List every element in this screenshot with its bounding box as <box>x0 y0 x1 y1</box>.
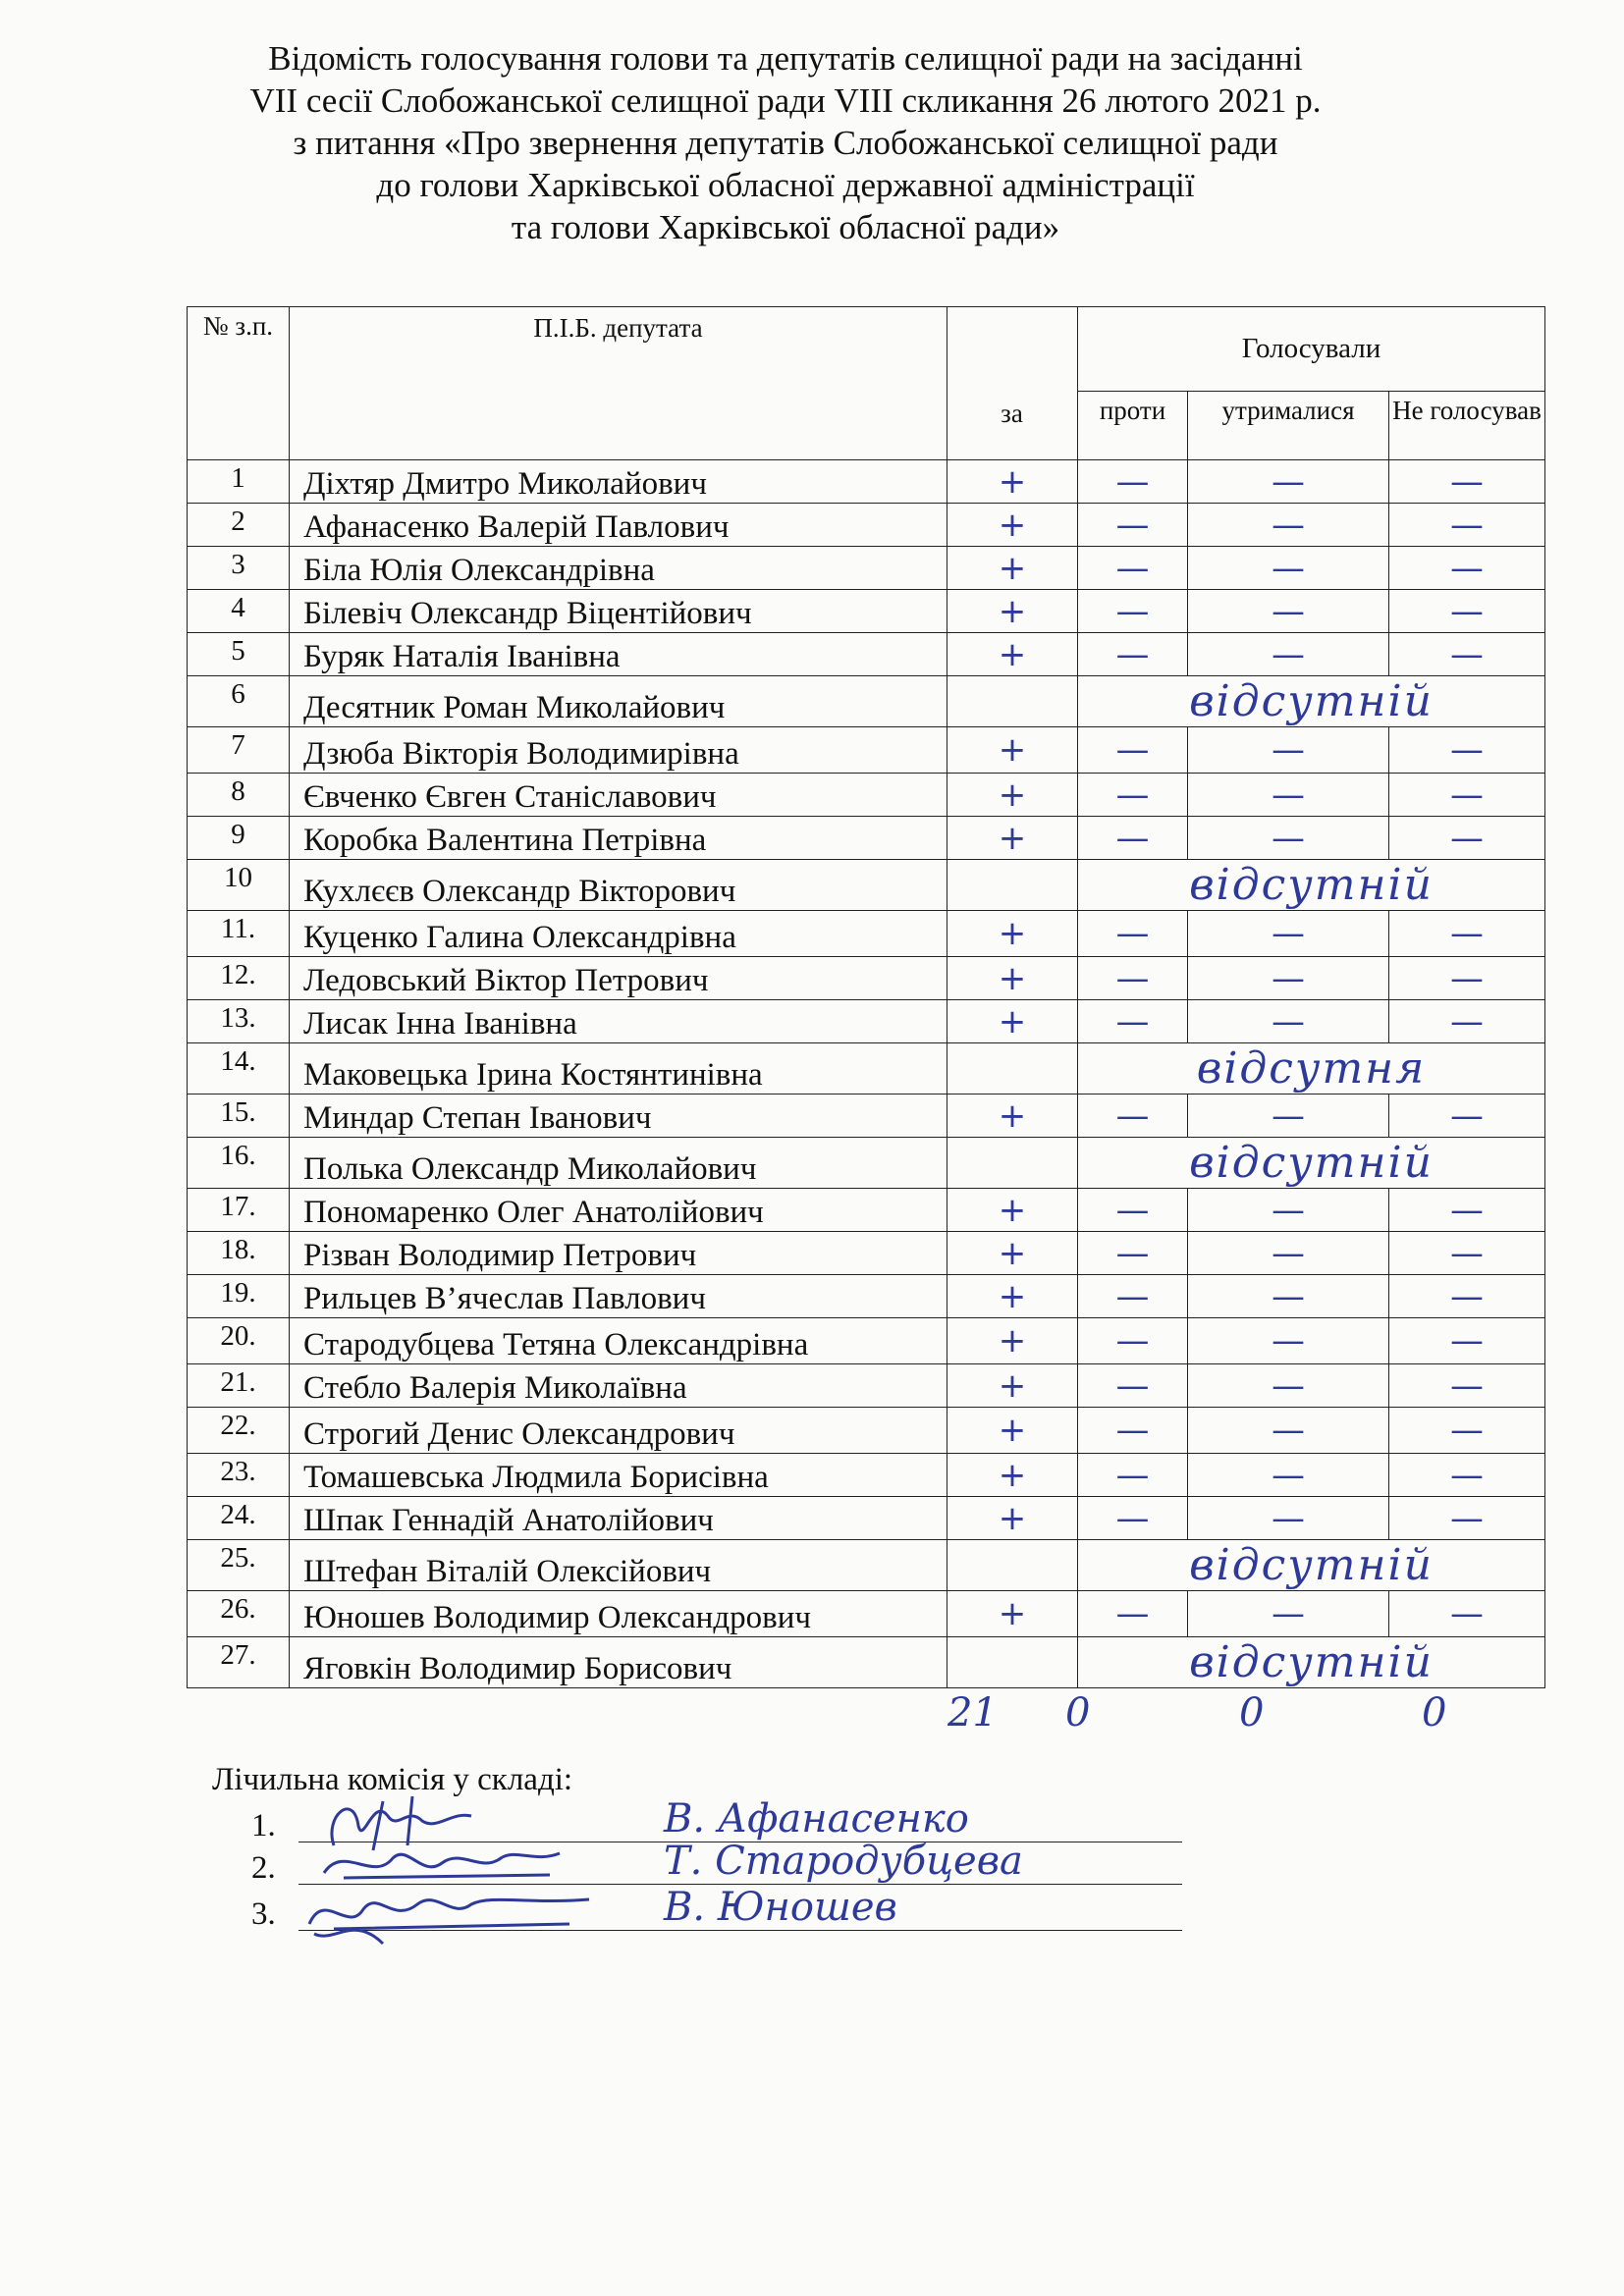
table-row <box>188 1497 1545 1540</box>
vote-for: + <box>947 1364 1078 1408</box>
vote-for <box>947 1637 1078 1688</box>
deputy-name: Десятник Роман Миколайович <box>290 676 947 727</box>
table-row <box>188 957 1545 1000</box>
deputy-name: Стебло Валерія Миколаївна <box>290 1364 947 1408</box>
deputy-name: Білевіч Олександр Віцентійович <box>290 590 947 633</box>
signature-3 <box>295 1875 609 1953</box>
row-number: 26. <box>188 1591 290 1637</box>
total-against: 0 <box>1065 1690 1091 1735</box>
deputy-name: Миндар Степан Іванович <box>290 1095 947 1138</box>
table-row <box>188 1095 1545 1138</box>
table-row <box>188 1275 1545 1318</box>
vote-for: + <box>947 504 1078 547</box>
vote-abstained: — <box>1188 1364 1389 1408</box>
table-row <box>188 727 1545 774</box>
vote-abstained: — <box>1188 957 1389 1000</box>
deputy-name: Коробка Валентина Петрівна <box>290 817 947 860</box>
vote-against: — <box>1078 957 1188 1000</box>
vote-against: — <box>1078 1275 1188 1318</box>
table-row <box>188 774 1545 817</box>
vote-for <box>947 1138 1078 1189</box>
vote-not-voted: — <box>1389 1232 1545 1275</box>
row-number: 27. <box>188 1637 290 1688</box>
row-number: 8 <box>188 774 290 817</box>
deputy-name: Яговкін Володимир Борисович <box>290 1637 947 1688</box>
vote-against: — <box>1078 817 1188 860</box>
vote-for: + <box>947 774 1078 817</box>
vote-abstained: — <box>1188 727 1389 774</box>
vote-abstained: — <box>1188 1189 1389 1232</box>
row-number: 13. <box>188 1000 290 1043</box>
table-row <box>188 1408 1545 1454</box>
table-row <box>188 547 1545 590</box>
absent-note: відсутній <box>1078 1637 1545 1688</box>
title-line: до голови Харківської обласної державної адміністрації <box>376 166 1195 204</box>
table-row <box>188 1043 1545 1095</box>
vote-abstained: — <box>1188 547 1389 590</box>
vote-not-voted: — <box>1389 727 1545 774</box>
vote-against: — <box>1078 727 1188 774</box>
vote-against: — <box>1078 1364 1188 1408</box>
vote-against: — <box>1078 504 1188 547</box>
vote-not-voted: — <box>1389 1364 1545 1408</box>
deputy-name: Буряк Наталія Іванівна <box>290 633 947 676</box>
vote-not-voted: — <box>1389 1497 1545 1540</box>
vote-not-voted: — <box>1389 1454 1545 1497</box>
vote-against: — <box>1078 1408 1188 1454</box>
row-number: 12. <box>188 957 290 1000</box>
vote-abstained: — <box>1188 774 1389 817</box>
vote-for: + <box>947 1318 1078 1364</box>
deputy-name: Стародубцева Тетяна Олександрівна <box>290 1318 947 1364</box>
vote-abstained: — <box>1188 1000 1389 1043</box>
vote-not-voted: — <box>1389 774 1545 817</box>
vote-for: + <box>947 1408 1078 1454</box>
vote-abstained: — <box>1188 1318 1389 1364</box>
col-header-against: проти <box>1078 392 1188 460</box>
table-row <box>188 590 1545 633</box>
total-abstained: 0 <box>1239 1690 1265 1735</box>
vote-against: — <box>1078 460 1188 504</box>
deputy-name: Куценко Галина Олександрівна <box>290 911 947 957</box>
absent-note: відсутній <box>1078 1540 1545 1591</box>
absent-note: відсутній <box>1078 1138 1545 1189</box>
document-title <box>147 37 1424 248</box>
row-number: 3 <box>188 547 290 590</box>
deputy-name: Шпак Геннадій Анатолійович <box>290 1497 947 1540</box>
vote-abstained: — <box>1188 1275 1389 1318</box>
col-header-name: П.І.Б. депутата <box>290 307 947 460</box>
vote-against: — <box>1078 911 1188 957</box>
member-name: Т. Стародубцева <box>664 1839 1023 1884</box>
table-row <box>188 1232 1545 1275</box>
vote-for: + <box>947 547 1078 590</box>
vote-for: + <box>947 957 1078 1000</box>
vote-against: — <box>1078 590 1188 633</box>
vote-not-voted: — <box>1389 817 1545 860</box>
deputy-name: Кухлєєв Олександр Вікторович <box>290 860 947 911</box>
vote-against: — <box>1078 1497 1188 1540</box>
vote-abstained: — <box>1188 460 1389 504</box>
row-number: 4 <box>188 590 290 633</box>
absent-note: відсутній <box>1078 676 1545 727</box>
vote-not-voted: — <box>1389 547 1545 590</box>
absent-note: відсутня <box>1078 1043 1545 1095</box>
row-number: 23. <box>188 1454 290 1497</box>
vote-abstained: — <box>1188 817 1389 860</box>
vote-abstained: — <box>1188 911 1389 957</box>
deputy-name: Євченко Євген Станіславович <box>290 774 947 817</box>
table-row <box>188 460 1545 504</box>
deputy-name: Штефан Віталій Олексійович <box>290 1540 947 1591</box>
total-not-voted: 0 <box>1422 1690 1447 1735</box>
row-number: 17. <box>188 1189 290 1232</box>
deputy-name: Діхтяр Дмитро Миколайович <box>290 460 947 504</box>
table-row <box>188 1318 1545 1364</box>
deputy-name: Дзюба Вікторія Володимирівна <box>290 727 947 774</box>
vote-abstained: — <box>1188 1408 1389 1454</box>
absent-note: відсутній <box>1078 860 1545 911</box>
member-number: 1. <box>251 1808 276 1843</box>
vote-for: + <box>947 1000 1078 1043</box>
vote-not-voted: — <box>1389 1408 1545 1454</box>
member-number: 2. <box>251 1850 276 1886</box>
table-row <box>188 911 1545 957</box>
vote-against: — <box>1078 1189 1188 1232</box>
vote-for: + <box>947 460 1078 504</box>
vote-for <box>947 676 1078 727</box>
vote-against: — <box>1078 1454 1188 1497</box>
vote-abstained: — <box>1188 1232 1389 1275</box>
deputy-name: Афанасенко Валерій Павлович <box>290 504 947 547</box>
row-number: 21. <box>188 1364 290 1408</box>
vote-not-voted: — <box>1389 1275 1545 1318</box>
row-number: 22. <box>188 1408 290 1454</box>
vote-for: + <box>947 1232 1078 1275</box>
row-number: 10 <box>188 860 290 911</box>
row-number: 1 <box>188 460 290 504</box>
vote-not-voted: — <box>1389 911 1545 957</box>
col-header-abstained: утрималися <box>1188 392 1389 460</box>
row-number: 2 <box>188 504 290 547</box>
row-number: 16. <box>188 1138 290 1189</box>
vote-not-voted: — <box>1389 957 1545 1000</box>
table-row <box>188 1637 1545 1688</box>
col-header-for: за <box>1001 399 1023 428</box>
deputy-name: Пономаренко Олег Анатолійович <box>290 1189 947 1232</box>
vote-abstained: — <box>1188 590 1389 633</box>
table-row <box>188 860 1545 911</box>
deputy-name: Рильцев В’ячеслав Павлович <box>290 1275 947 1318</box>
member-name: В. Юношев <box>664 1885 897 1930</box>
vote-for: + <box>947 1275 1078 1318</box>
table-row <box>188 1138 1545 1189</box>
table-row <box>188 633 1545 676</box>
row-number: 9 <box>188 817 290 860</box>
row-number: 20. <box>188 1318 290 1364</box>
title-line: та голови Харківської обласної ради» <box>511 208 1060 246</box>
title-line: Відомість голосування голови та депутатів селищної ради на засіданні <box>268 39 1303 78</box>
vote-for <box>947 1540 1078 1591</box>
vote-abstained: — <box>1188 1454 1389 1497</box>
vote-for: + <box>947 1454 1078 1497</box>
deputy-name: Біла Юлія Олександрівна <box>290 547 947 590</box>
deputy-name: Строгий Денис Олександрович <box>290 1408 947 1454</box>
row-number: 15. <box>188 1095 290 1138</box>
vote-not-voted: — <box>1389 1000 1545 1043</box>
title-line: з питання «Про звернення депутатів Слобожанської селищної ради <box>293 124 1278 162</box>
vote-abstained: — <box>1188 1095 1389 1138</box>
table-row <box>188 1364 1545 1408</box>
deputy-name: Лисак Інна Іванівна <box>290 1000 947 1043</box>
vote-not-voted: — <box>1389 1591 1545 1637</box>
col-header-number: № з.п. <box>188 307 290 460</box>
vote-for: + <box>947 1591 1078 1637</box>
table-row <box>188 1540 1545 1591</box>
total-for: 21 <box>947 1690 998 1735</box>
vote-not-voted: — <box>1389 460 1545 504</box>
vote-against: — <box>1078 1591 1188 1637</box>
commission-member <box>251 1885 897 1933</box>
table-row <box>188 1189 1545 1232</box>
vote-for: + <box>947 1095 1078 1138</box>
row-number: 19. <box>188 1275 290 1318</box>
vote-not-voted: — <box>1389 1318 1545 1364</box>
table-row <box>188 676 1545 727</box>
col-header-not-voted: Не голосував <box>1389 392 1545 460</box>
table-row <box>188 1454 1545 1497</box>
deputy-name: Томашевська Людмила Борисівна <box>290 1454 947 1497</box>
vote-for: + <box>947 590 1078 633</box>
row-number: 7 <box>188 727 290 774</box>
col-header-blank <box>947 307 1078 460</box>
vote-for: + <box>947 817 1078 860</box>
member-name: В. Афанасенко <box>664 1796 969 1842</box>
vote-not-voted: — <box>1389 590 1545 633</box>
deputy-name: Полька Олександр Миколайович <box>290 1138 947 1189</box>
vote-not-voted: — <box>1389 504 1545 547</box>
vote-against: — <box>1078 1232 1188 1275</box>
vote-for: + <box>947 727 1078 774</box>
vote-against: — <box>1078 774 1188 817</box>
row-number: 24. <box>188 1497 290 1540</box>
vote-for <box>947 860 1078 911</box>
vote-not-voted: — <box>1389 633 1545 676</box>
vote-for: + <box>947 911 1078 957</box>
commission-member <box>251 1839 1023 1887</box>
vote-against: — <box>1078 633 1188 676</box>
commission-member <box>251 1796 969 1844</box>
row-number: 11. <box>188 911 290 957</box>
vote-for: + <box>947 1497 1078 1540</box>
vote-abstained: — <box>1188 633 1389 676</box>
deputy-name: Маковецька Ірина Костянтинівна <box>290 1043 947 1095</box>
row-number: 5 <box>188 633 290 676</box>
deputy-name: Різван Володимир Петрович <box>290 1232 947 1275</box>
table-row <box>188 1591 1545 1637</box>
row-number: 14. <box>188 1043 290 1095</box>
row-number: 18. <box>188 1232 290 1275</box>
voting-table <box>187 306 1545 1688</box>
commission-label: Лічильна комісія у складі: <box>212 1762 573 1797</box>
vote-not-voted: — <box>1389 1095 1545 1138</box>
vote-against: — <box>1078 547 1188 590</box>
deputy-name: Юношев Володимир Олександрович <box>290 1591 947 1637</box>
title-line: VII сесії Слобожанської селищної ради VIII скликання 26 лютого 2021 р. <box>249 81 1322 120</box>
vote-against: — <box>1078 1000 1188 1043</box>
vote-against: — <box>1078 1095 1188 1138</box>
member-number: 3. <box>251 1896 276 1932</box>
col-header-voted: Голосували <box>1078 307 1545 392</box>
row-number: 6 <box>188 676 290 727</box>
vote-abstained: — <box>1188 1591 1389 1637</box>
table-row <box>188 817 1545 860</box>
table-row <box>188 1000 1545 1043</box>
vote-for: + <box>947 1189 1078 1232</box>
vote-abstained: — <box>1188 1497 1389 1540</box>
vote-not-voted: — <box>1389 1189 1545 1232</box>
deputy-name: Ледовський Віктор Петрович <box>290 957 947 1000</box>
row-number: 25. <box>188 1540 290 1591</box>
table-row <box>188 504 1545 547</box>
vote-for <box>947 1043 1078 1095</box>
vote-against: — <box>1078 1318 1188 1364</box>
vote-for: + <box>947 633 1078 676</box>
vote-abstained: — <box>1188 504 1389 547</box>
